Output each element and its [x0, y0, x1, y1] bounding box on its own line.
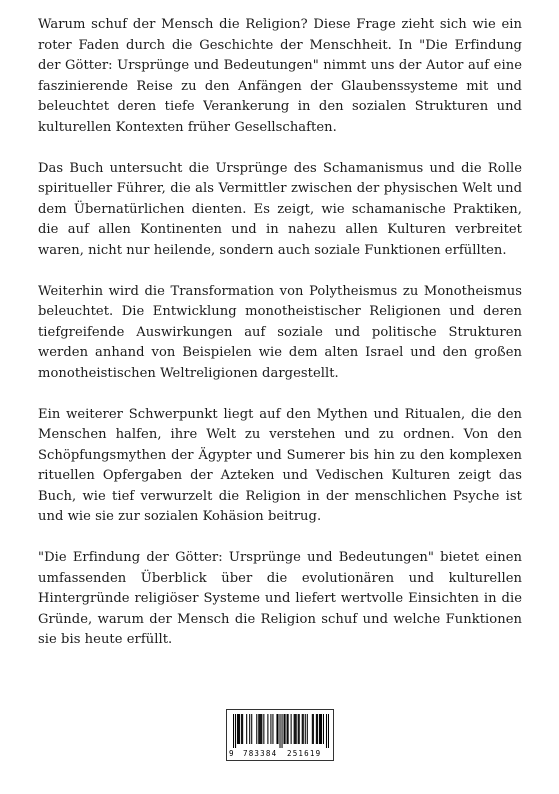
barcode-bar	[263, 714, 264, 744]
barcode-bar	[239, 714, 240, 744]
barcode-bar	[259, 714, 260, 744]
barcode-bar	[258, 714, 259, 744]
barcode-bar	[305, 714, 306, 744]
barcode-bar	[256, 714, 257, 744]
barcode-bar	[246, 714, 247, 744]
barcode-bar	[321, 714, 322, 744]
barcode-bar	[299, 714, 300, 744]
paragraph-5: "Die Erfindung der Götter: Ursprünge und Bedeutungen" bietet einen umfassenden Überblick über die evolutionären und kulturellen Hintergründe religiöser Systeme und liefert wertvolle Einsichten in die Gründe, warum der Mensch die Religion schuf und welche Funktionen sie bis heute erfüllt.	[38, 550, 522, 647]
barcode-bar	[323, 714, 324, 744]
barcode-bar	[267, 714, 268, 744]
barcode-bar	[320, 714, 321, 744]
barcode-left-digits: 783384	[243, 749, 278, 758]
barcode-bar	[285, 714, 286, 744]
barcode-bar	[313, 714, 314, 744]
barcode-bar	[296, 714, 297, 744]
barcode-bar	[287, 714, 288, 744]
barcode-bar	[312, 714, 313, 744]
barcode-bar	[279, 714, 280, 748]
barcode-right-digits: 251619	[287, 749, 322, 758]
barcode-bar	[270, 714, 271, 744]
barcode-bar	[295, 714, 296, 744]
barcode-bar	[319, 714, 320, 744]
barcode-digits	[227, 748, 335, 760]
isbn-barcode	[226, 709, 334, 761]
barcode-bar	[302, 714, 303, 744]
paragraph-3: Weiterhin wird die Transformation von Polytheismus zu Monotheismus beleuchtet. Die Entwicklung monotheistischer Religionen und deren tiefgreifende Auswirkungen auf soziale und politische Strukturen werden anhand von Beispielen wie dem alten Israel und den großen monotheistischen Weltreligionen dargestellt.	[38, 283, 522, 381]
barcode-bar	[277, 714, 278, 744]
barcode-bar	[261, 714, 262, 744]
barcode-bar	[276, 714, 277, 744]
barcode-bar	[272, 714, 273, 744]
barcode-bar	[284, 714, 285, 744]
barcode-bar	[241, 714, 242, 744]
barcode-bar	[282, 714, 283, 748]
barcode-bar	[235, 714, 236, 748]
barcode-bar	[291, 714, 292, 744]
paragraph-2: Das Buch untersucht die Ursprünge des Schamanismus und die Rolle spiritueller Führer, die als Vermittler zwischen der physischen Welt und dem Übernatürlichen dienten. Es zeigt, wie schamanische Praktiken, die auf allen Kontinenten und in nahezu allen Kulturen verbreitet waren, nicht nur heilende, sondern auch soziale Funktionen erfüllten.	[38, 160, 522, 258]
barcode-bar	[233, 714, 234, 748]
barcode-bar	[237, 714, 238, 744]
barcode-bar	[288, 714, 289, 744]
barcode-first-digit: 9	[229, 749, 234, 758]
paragraph-4: Ein weiterer Schwerpunkt liegt auf den Mythen und Ritualen, die den Menschen halfen, ihre Welt zu verstehen und zu ordnen. Von den Schöpfungsmythen der Ägypter und Sumerer bis hin zu den komplexen rituellen Opfergaben der Azteken und Vedischen Kulturen zeigt das Buch, wie tief verwurzelt die Religion in der menschlichen Psyche ist und wie sie zur sozialen Kohäsion beitrug.	[38, 406, 522, 524]
barcode-bars	[233, 714, 329, 748]
barcode-bar	[251, 714, 252, 744]
barcode-bar	[249, 714, 250, 744]
barcode-bar	[242, 714, 243, 744]
barcode-bar	[303, 714, 304, 744]
barcode-bar	[317, 714, 318, 744]
barcode-bar	[326, 714, 327, 748]
barcode-bar	[316, 714, 317, 744]
paragraph-1: Warum schuf der Mensch die Religion? Diese Frage zieht sich wie ein roter Faden durch die Geschichte der Menschheit. In "Die Erfindung der Götter: Ursprünge und Bedeutungen" nimmt uns der Autor auf eine faszinierende Reise zu den Anfängen der Glaubenssysteme mit und beleuchtet deren tiefe Verankerung in den sozialen Strukturen und kulturellen Kontexten früher Gesellschaften.	[38, 17, 522, 135]
barcode-bar	[298, 714, 299, 744]
barcode-bar	[238, 714, 239, 744]
barcode-bar	[328, 714, 329, 748]
barcode-bar	[260, 714, 261, 744]
barcode-bar	[294, 714, 295, 744]
barcode-bar	[307, 714, 308, 744]
blurb-text	[38, 15, 522, 671]
